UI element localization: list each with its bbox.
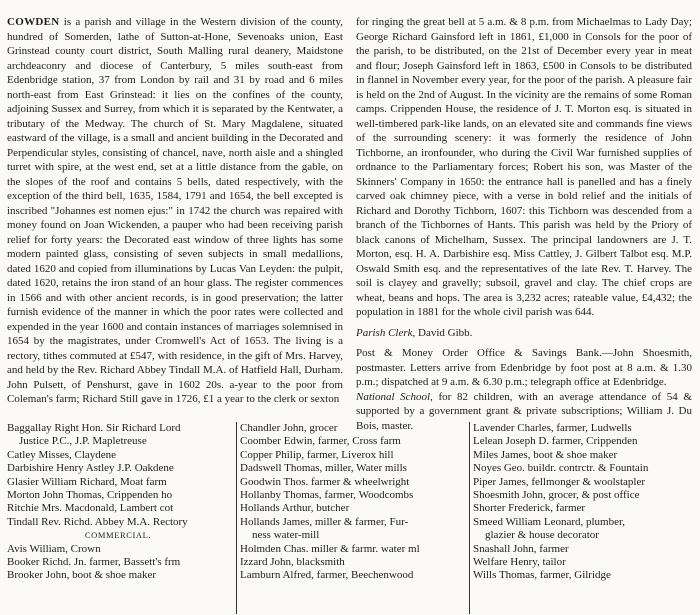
directory-entry: Piper James, fellmonger & woolstapler (473, 475, 645, 488)
directory-entry: Goodwin Thos. farmer & wheelwright (240, 475, 410, 488)
article-paragraph (7, 15, 343, 407)
directory-entry: Darbishire Henry Astley J.P. Oakdene (7, 462, 174, 475)
directory-entry: Snashall John, farmer (473, 542, 569, 555)
article-column-right (356, 15, 692, 433)
parish-clerk-label: Parish Clerk, (356, 326, 416, 339)
directory-entry: Brooker John, boot & shoe maker (7, 569, 157, 582)
directory-entry: Lelean Joseph D. farmer, Crippenden (473, 435, 638, 448)
directory-entry: Catley Misses, Claydene (7, 448, 117, 461)
entry-headword: COWDEN (7, 16, 60, 28)
directory-entry: Justice P.C., J.P. Mapletreuse (19, 435, 147, 448)
national-school-label: National School, (356, 390, 433, 403)
parish-clerk-name: David Gibb. (415, 326, 473, 339)
directory-entry: Izzard John, blacksmith (240, 556, 345, 569)
directory-column-3 (473, 422, 697, 583)
directory-section-heading: COMMERCIAL. (84, 530, 152, 541)
directory-entry: Baggallay Right Hon. Sir Richard Lord (7, 422, 181, 434)
directory-entry: Ritchie Mrs. Macdonald, Lambert cot (7, 502, 174, 515)
directory-entry: Holmden Chas. miller & farmr. water ml (240, 542, 420, 555)
directory-entry: Morton John Thomas, Crippenden ho (7, 489, 173, 502)
directory-entry: Hollanby Thomas, farmer, Woodcombs (240, 489, 414, 502)
directory-entry: Hollands James, miller & farmer, Fur- (240, 515, 409, 528)
article-continuation: for ringing the great bell at 5 a.m. & 8 p.m. from Michaelmas to Lady Day; George Richard Gainsford left in 1861, £1,000 in Consols for the poor of the parish, to be distributed, on the 21st of December every year in meat and flour; Joseph Gainsford left in 1863, £500 in Consols to be distributed in flannel in November every year, for the poor of the parish. A pleasure fair is held on the 2nd of August. In the vicinity are the remains of some Roman camps. Crippenden House, the residence of J. T. Morton esq. is situated in well-timbered park-like lands, on an elevated site and commands fine views of the surrounding scenery: it was formerly the residence of John Tichborne, an ironfounder, who during the Civil War furnished supplies of ordnance to the Parliamentary forces; Robert his son, was Master of the Skinners' Company in 1650: the entrance hall is panelled and has a finely carved oak chimney piece, with a verse in bold relief and the initials of Richard and Dorothy Tichborn, 1607: this Tichborn was descended from a branch of the Tichbornes of Hants. This parish was held by the Priory of black canons of Michelham, Sussex. The principal landowners are J. T. Morton, esq. H. A. Darbishire esq. Miss Cattley, J. Gilbert Talbot esq. M.P. Oswald Smith esq. and the representatives of the late Rev. T. Harvey. The soil is clayey and gravelly; subsoil, gravel and clay. The chief crops are wheat, beans and hops. The area is 3,232 acres; rateable value, £4,432; the population in 1881 for the whole civil parish was 644. (356, 16, 692, 318)
post-office-entry: Post & Money Order Office & Savings Bank.—John Shoesmith, postmaster. Letters arrive from Edenbridge by foot post at 8 a.m. & 1.30 p.m.; dispatched at 9 a.m. & 6.30 p.m.; telegraph office at Edenbridge. (356, 347, 692, 388)
national-school-text: for 82 children, with an average attendance of 54 & supported by a government grant & private subscriptions; William J. Du Bois, master. (356, 390, 692, 432)
directory-entry: glazier & house decorator (485, 529, 599, 542)
directory-column-2 (240, 422, 464, 583)
directory-entry: Miles James, boot & shoe maker (473, 448, 618, 461)
directory-entry: Smeed William Leonard, plumber, (473, 515, 625, 528)
directory-entry: Lavender Charles, farmer, Ludwells (473, 422, 632, 434)
directory-entry: Booker Richd. Jn. farmer, Bassett's frm (7, 556, 181, 569)
directory-entry: Chandler John, grocer (240, 422, 338, 434)
directory-column-1 (7, 422, 229, 583)
directory-entry: Coomber Edwin, farmer, Cross farm (240, 435, 401, 448)
directory-entry: Noyes Geo. buildr. contrctr. & Fountain (473, 462, 649, 475)
directory-entry: Dadswell Thomas, miller, Water mills (240, 462, 407, 475)
directory-entry: Wills Thomas, farmer, Gilridge (473, 569, 611, 582)
directory-entry: Welfare Henry, tailor (473, 556, 566, 569)
directory-entry: Lamburn Alfred, farmer, Beechenwood (240, 569, 414, 582)
directory-entry: Tindall Rev. Richd. Abbey M.A. Rectory (7, 515, 188, 528)
article-body: is a parish and village in the Western division of the county, hundred of Somerden, lathe of Sutton-at-Hone, Sevenoaks union, East Grinstead county court district, South Malling rural deanery, Maidstone archdeaconry and diocese of Canterbury, 5 miles south-east from Edenbridge station, 37 from London by rail and 31 by road and 6 miles north-east from East Grinstead: it lies on the confines of the county, adjoining Sussex and Surrey, from which it is separated by the Kentwater, a tributary of the Medway. The church of St. Mary Magdalene, situated eastward of the village, is a small and ancient building in the Decorated and Perpendicular styles, consisting of chancel, nave, north aisle and a shingled turret with spire, at the west end, set at a little distance from the gable, on the slopes of the roof and contains 5 bells, dated respectively, with the exception of the third bell, 1635, 1584, 1791 and 1654, the bell excepted is inscribed "Johannes est nomen ejus:" in 1742 the church was repaired with money found on Joan Wickenden, a pauper who had been receiving parish relief for forty years: the Decorated east window of three lights has some modern painted glass, consisting of seven subjects in small medallions, dated 1620 and copied from illuminations by Lucas Van Leyden: the pulpit, dated 1620, retains the iron stand of an hour glass. The register commences in 1566 and with other ancient records, is in good preservation; the latter furnish evidence of the manner in which the poor rates were collected and expended in the year 1600 and contain instances of marriages solemnised in 1654 by the magistrates, under Cromwell's Act of 1653. The living is a rectory, tithes commuted at £547, with residence, in the gift of Mrs. Harvey, and held by the Rev. Richard Abbey Tindall M.A. of Hatfield Hall, Durham. John Pulsett, of Penshurst, gave in 1602 20s. a-year to the poor from Coleman's farm; Richard Still gave in 1726, £1 a year to the clerk or sexton (7, 16, 343, 405)
directory-entry: Glasier William Richard, Moat farm (7, 475, 167, 488)
column-divider (469, 422, 470, 614)
directory-entry: Shoesmith John, grocer, & post office (473, 489, 640, 502)
directory-entry: Copper Philip, farmer, Liverox hill (240, 448, 394, 461)
column-divider (236, 422, 237, 614)
directory-entry: Hollands Arthur, butcher (240, 502, 350, 515)
article-column-left (7, 15, 343, 407)
parish-clerk (356, 326, 692, 341)
directory-entry: Shorter Frederick, farmer (473, 502, 586, 515)
directory-entry: ness water-mill (252, 529, 320, 542)
directory-entry: Avis William, Crown (7, 542, 101, 555)
